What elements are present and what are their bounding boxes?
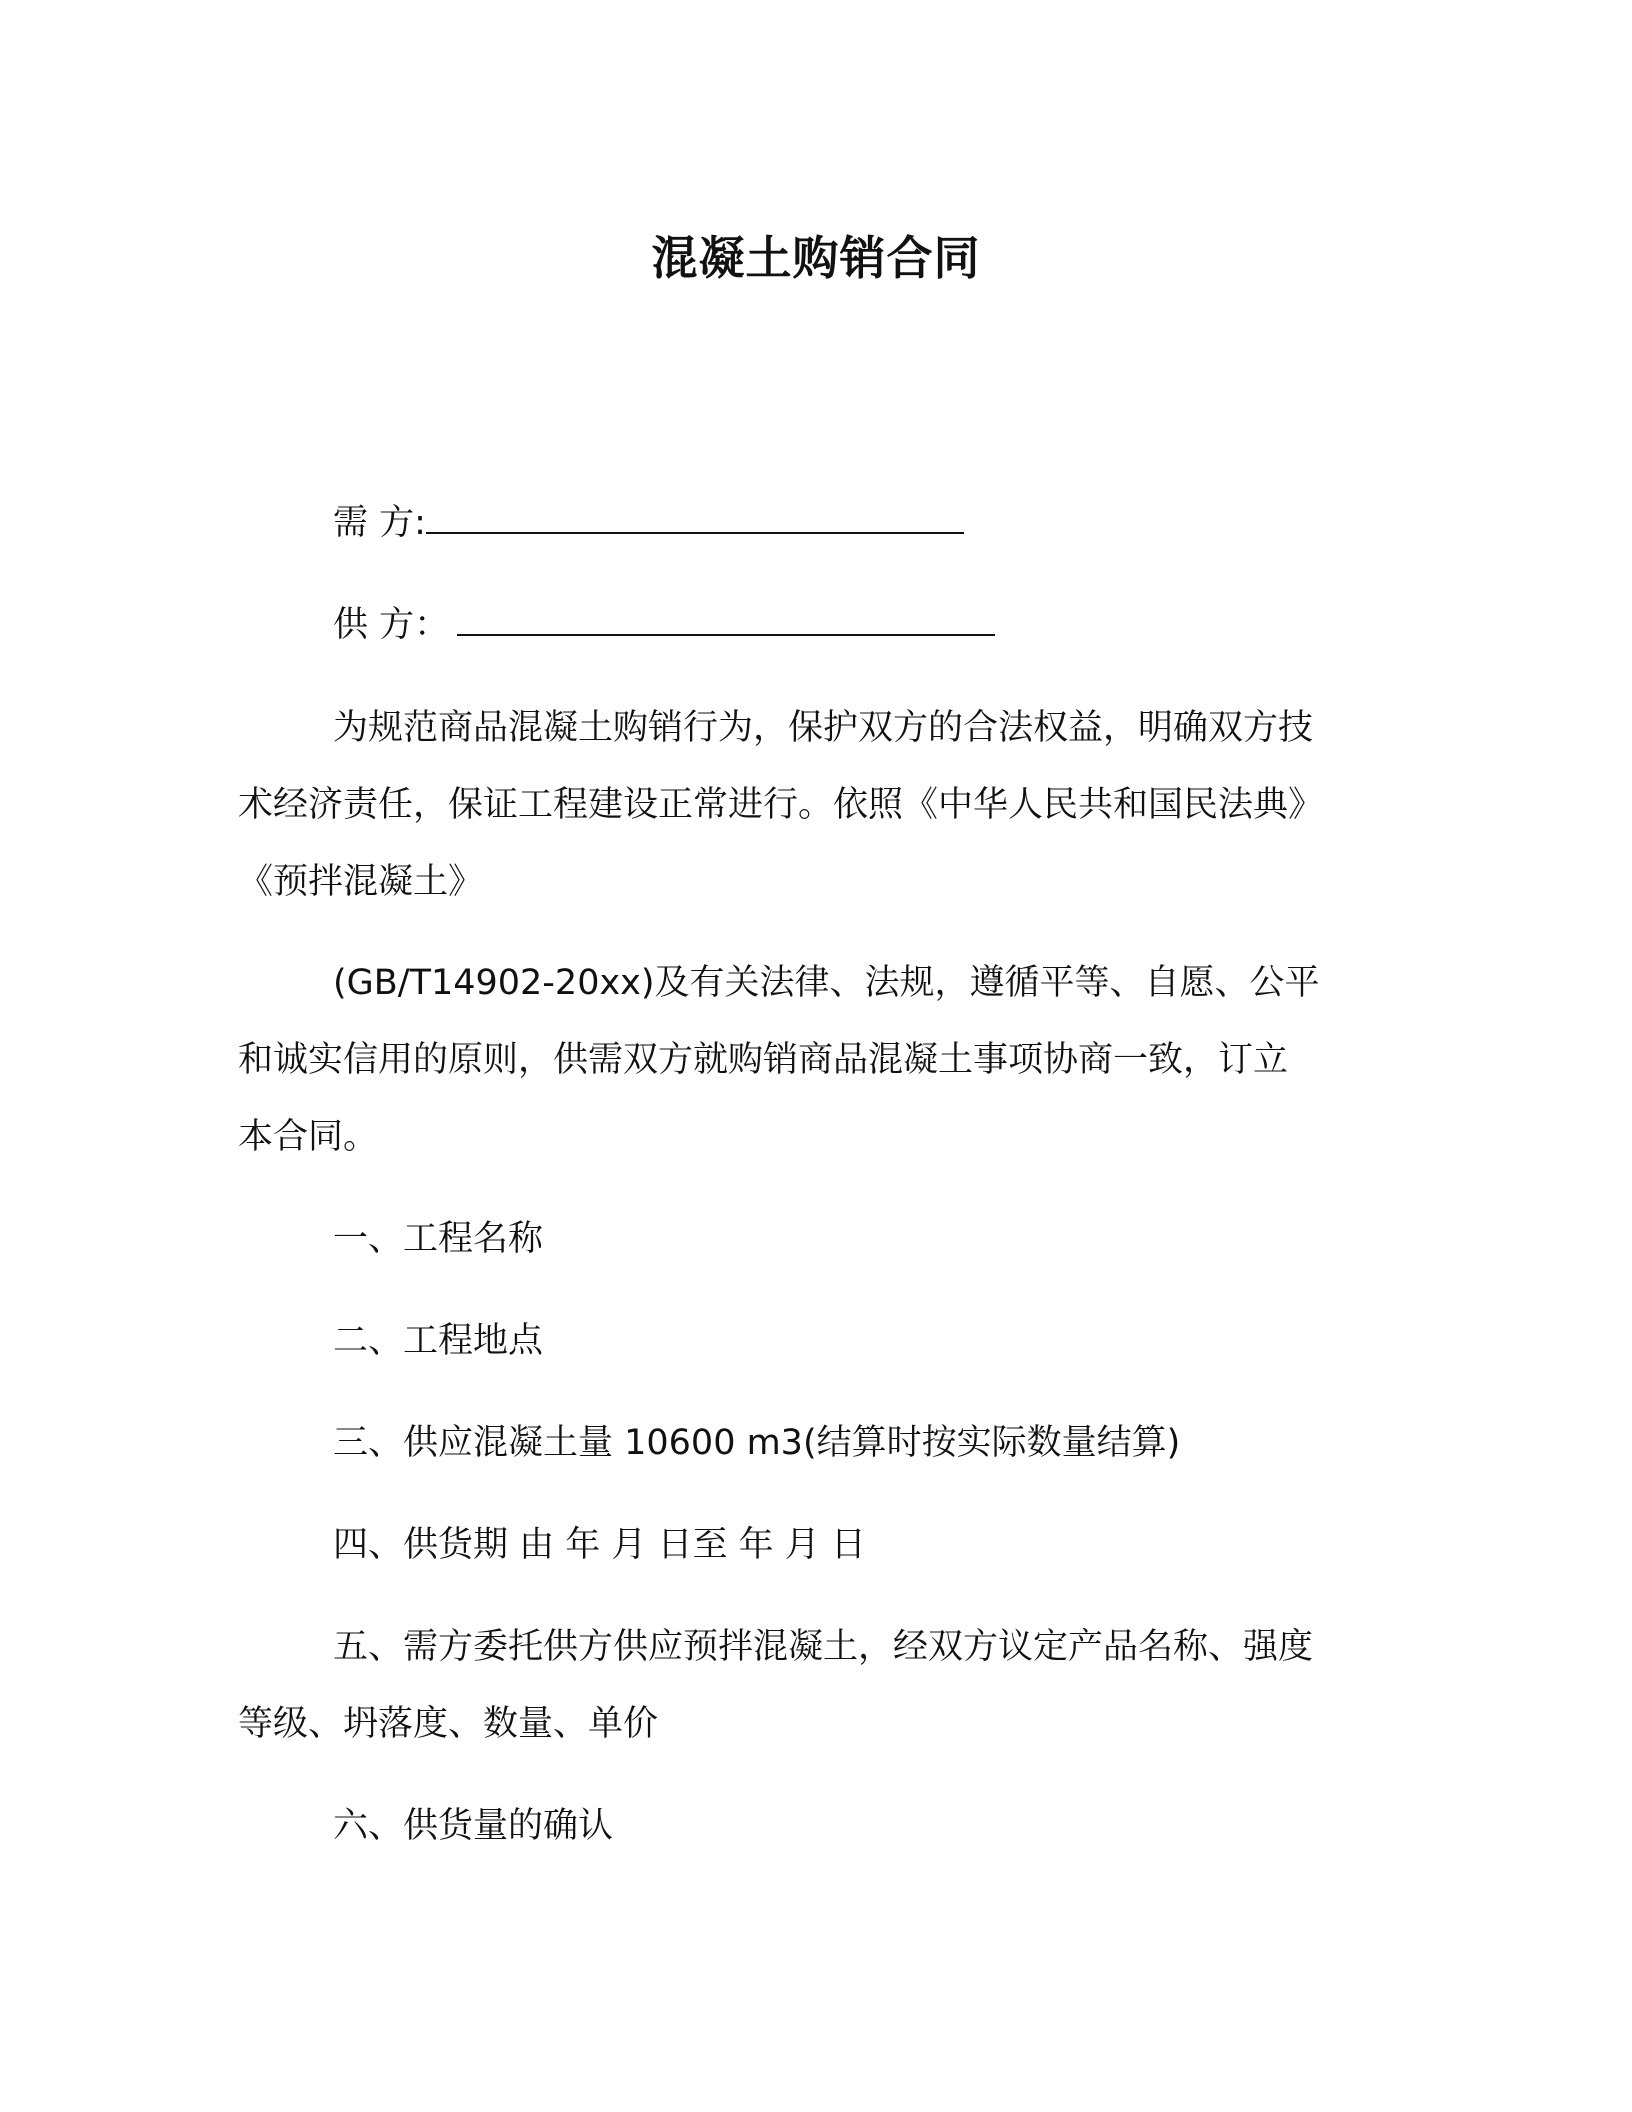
preamble-line-3: 《预拌混凝土》 [238,862,484,902]
document-title: 混凝土购销合同 [651,231,981,285]
preamble-line-4: (GB/T14902-20xx)及有关法律、法规，遵循平等、自愿、公平 [333,963,1320,1003]
preamble-line-2: 术经济责任，保证工程建设正常进行。依照《中华人民共和国民法典》 [238,785,1324,825]
clause-6: 六、供货量的确认 [333,1806,614,1846]
buyer-label: 需 方: [333,503,426,543]
buyer-line [333,500,964,546]
clause-5-line-1: 五、需方委托供方供应预拌混凝土，经双方议定产品名称、强度 [333,1627,1314,1667]
clause-4: 四、供货期 由 年 月 日至 年 月 日 [333,1525,866,1565]
supplier-line [333,602,995,648]
clause-3: 三、供应混凝土量 10600 m3(结算时按实际数量结算) [333,1423,1181,1463]
preamble-line-5: 和诚实信用的原则，供需双方就购销商品混凝土事项协商一致，订立 [238,1040,1289,1080]
preamble-line-1: 为规范商品混凝土购销行为，保护双方的合法权益，明确双方技 [333,708,1314,748]
clause-2: 二、工程地点 [333,1321,544,1361]
supplier-blank-field[interactable] [457,604,995,636]
supplier-label: 供 方： [333,605,450,645]
preamble-line-6: 本合同。 [238,1117,379,1157]
clause-5-line-2: 等级、坍落度、数量、单价 [238,1704,659,1744]
clause-1: 一、工程名称 [333,1219,544,1259]
buyer-blank-field[interactable] [426,502,964,534]
